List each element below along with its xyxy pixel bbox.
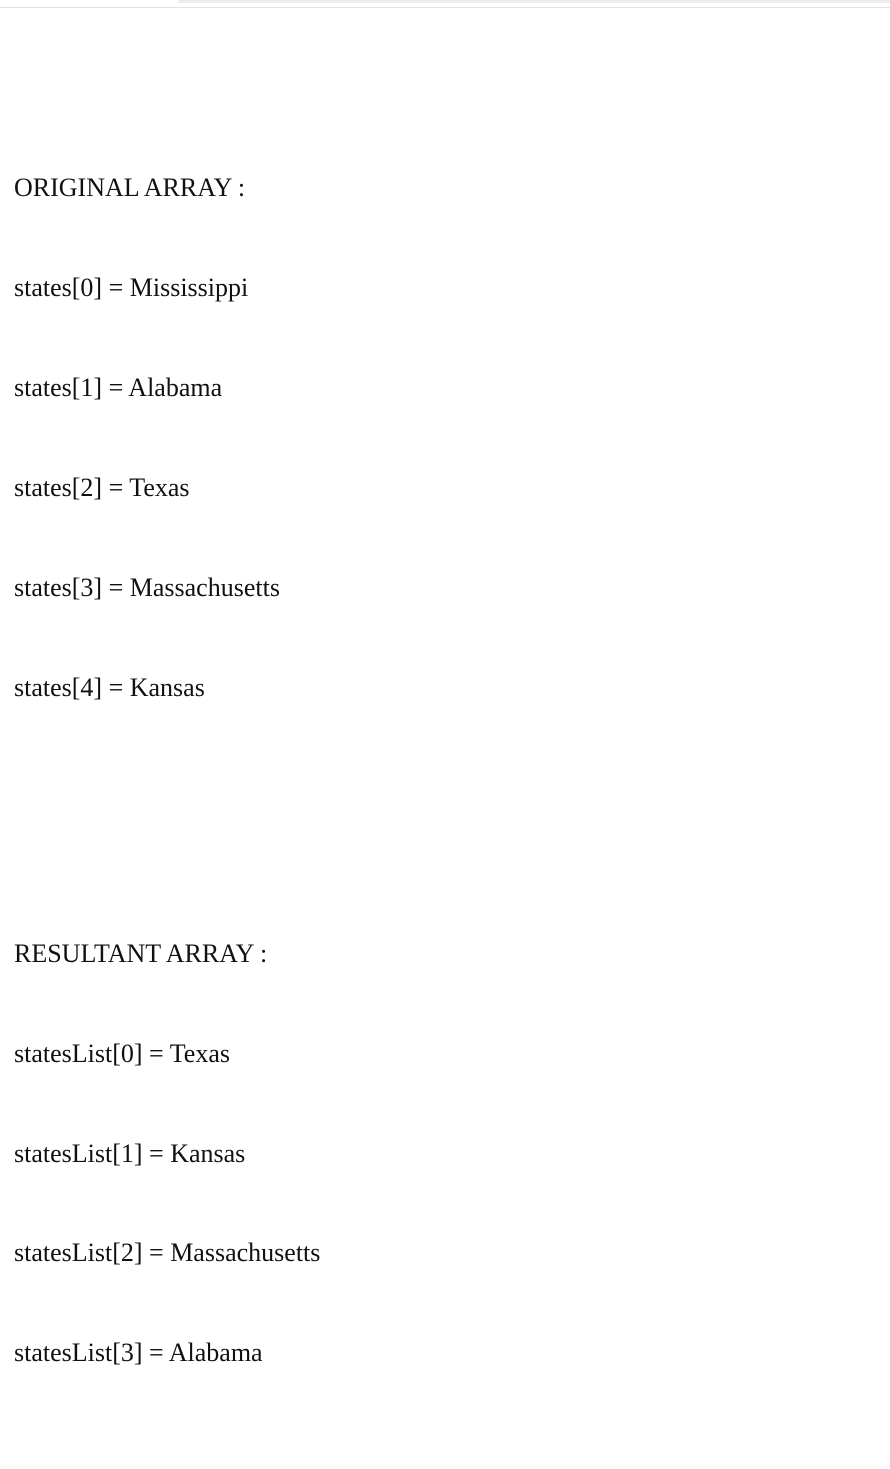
program-output <box>14 38 320 1469</box>
original-array-line: states[3] = Massachusetts <box>14 572 280 602</box>
resultant-array-line: statesList[1] = Kansas <box>14 1138 246 1168</box>
resultant-array-line: statesList[0] = Texas <box>14 1038 230 1068</box>
original-array-line: states[4] = Kansas <box>14 672 205 702</box>
tab-bar-shade <box>178 0 890 3</box>
original-array-line: states[2] = Texas <box>14 472 190 502</box>
browser-top-strip <box>0 0 890 8</box>
resultant-array-line: statesList[3] = Alabama <box>14 1338 263 1368</box>
resultant-array-heading: RESULTANT ARRAY : <box>14 938 268 968</box>
original-array-line: states[0] = Mississippi <box>14 273 249 303</box>
original-array-heading: ORIGINAL ARRAY : <box>14 173 246 203</box>
resultant-array-line: statesList[2] = Massachusetts <box>14 1238 321 1268</box>
original-array-line: states[1] = Alabama <box>14 372 223 402</box>
original-array-section <box>14 105 320 771</box>
resultant-array-section <box>14 870 320 1436</box>
